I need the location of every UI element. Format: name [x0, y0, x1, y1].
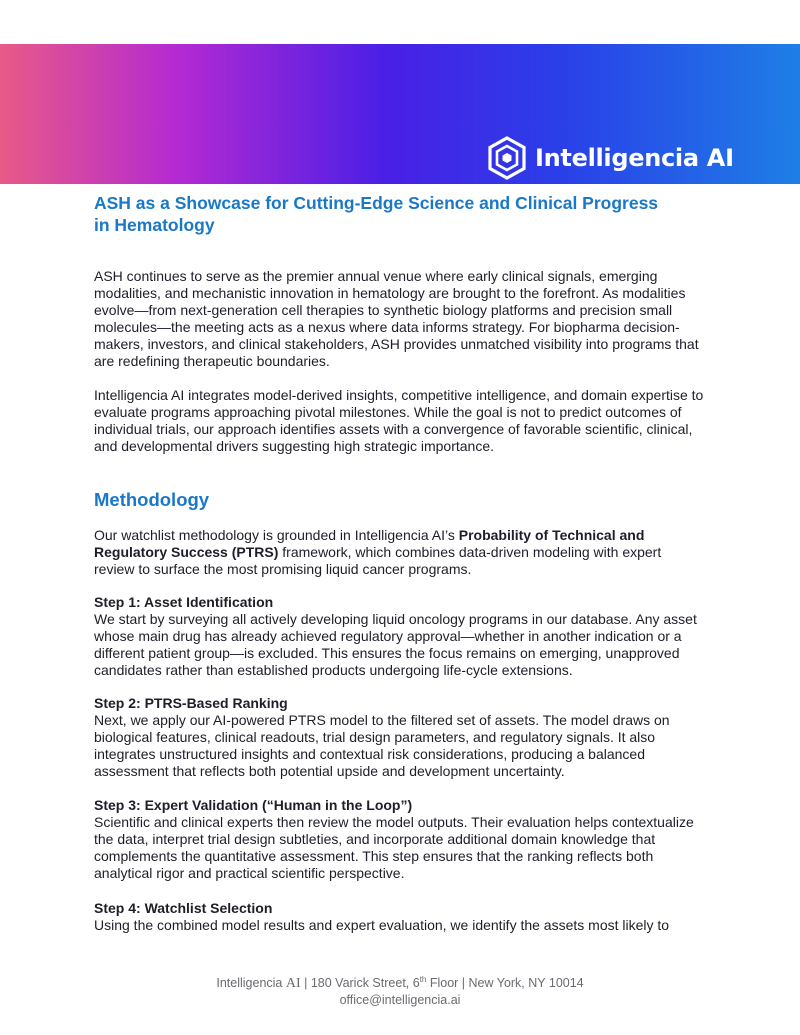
header-banner	[0, 44, 800, 184]
brand-logo[interactable]	[487, 136, 734, 180]
step-body: Using the combined model results and expert evaluation, we identify the assets most likely to	[94, 917, 670, 933]
footer-email[interactable]: office@intelligencia.ai	[339, 993, 461, 1008]
methodology-intro: Our watchlist methodology is grounded in Intelligencia AI’s Probability of Technical and Regulatory Success (PTRS) framework, which combines data-driven modeling with expert review to surface the most promising liquid cancer programs.	[94, 527, 662, 577]
step-3	[94, 797, 704, 882]
step-body: Scientific and clinical experts then review the model outputs. Their evaluation helps contextualize the data, interpret trial design subtleties, and incorporate additional domain knowledge that complements the quantitative assessment. This step ensures that the ranking reflects both analytical rigor and practical scientific perspective.	[94, 814, 694, 881]
methodology-heading: Methodology	[94, 489, 210, 510]
step-1	[94, 594, 704, 679]
step-2	[94, 695, 704, 780]
page-footer	[0, 971, 800, 1009]
brand-name: Intelligencia AI	[535, 144, 734, 172]
hexagon-logo-icon	[487, 136, 527, 180]
ptrs-term: Probability of Technical and Regulatory Success (PTRS)	[94, 527, 645, 560]
step-body: Next, we apply our AI-powered PTRS model to the filtered set of assets. The model draws on biological features, clinical readouts, trial design parameters, and regulatory signals. It also integrates unstructured insights and contextual risk considerations, producing a balanced assessment that reflects both potential upside and development uncertainty.	[94, 712, 670, 779]
step-title: Step 1: Asset Identification	[94, 594, 274, 610]
section-title: ASH as a Showcase for Cutting-Edge Science and Clinical Progress in Hematology	[94, 193, 659, 235]
approach-paragraph: Intelligencia AI integrates model-derived insights, competitive intelligence, and domain expertise to evaluate programs approaching pivotal milestones. While the goal is not to predict outcomes of individual trials, our approach identifies assets with a convergence of favorable scientific, clinical, and developmental drivers suggesting high strategic importance.	[94, 387, 704, 454]
step-4	[94, 900, 704, 934]
step-title: Step 4: Watchlist Selection	[94, 900, 273, 916]
step-title: Step 3: Expert Validation (“Human in the Loop”)	[94, 797, 413, 813]
intro-paragraph: ASH continues to serve as the premier annual venue where early clinical signals, emerging modalities, and mechanistic innovation in hematology are brought to the forefront. As modalities evolve—from next-generation cell therapies to synthetic biology platforms and precision small molecules—the meeting acts as a nexus where data informs strategy. For biopharma decision-makers, investors, and clinical stakeholders, ASH provides unmatched visibility into programs that are redefining therapeutic boundaries.	[94, 268, 699, 369]
step-body: We start by surveying all actively developing liquid oncology programs in our database. Any asset whose main drug has already achieved regulatory approval—whether in another indication or a different patient group—is excluded. This ensures the focus remains on emerging, unapproved candidates rather than established products undergoing life-cycle extensions.	[94, 611, 697, 678]
footer-address: Intelligencia AI | 180 Varick Street, 6th Floor | New York, NY 10014	[216, 975, 584, 992]
step-title: Step 2: PTRS-Based Ranking	[94, 695, 288, 711]
